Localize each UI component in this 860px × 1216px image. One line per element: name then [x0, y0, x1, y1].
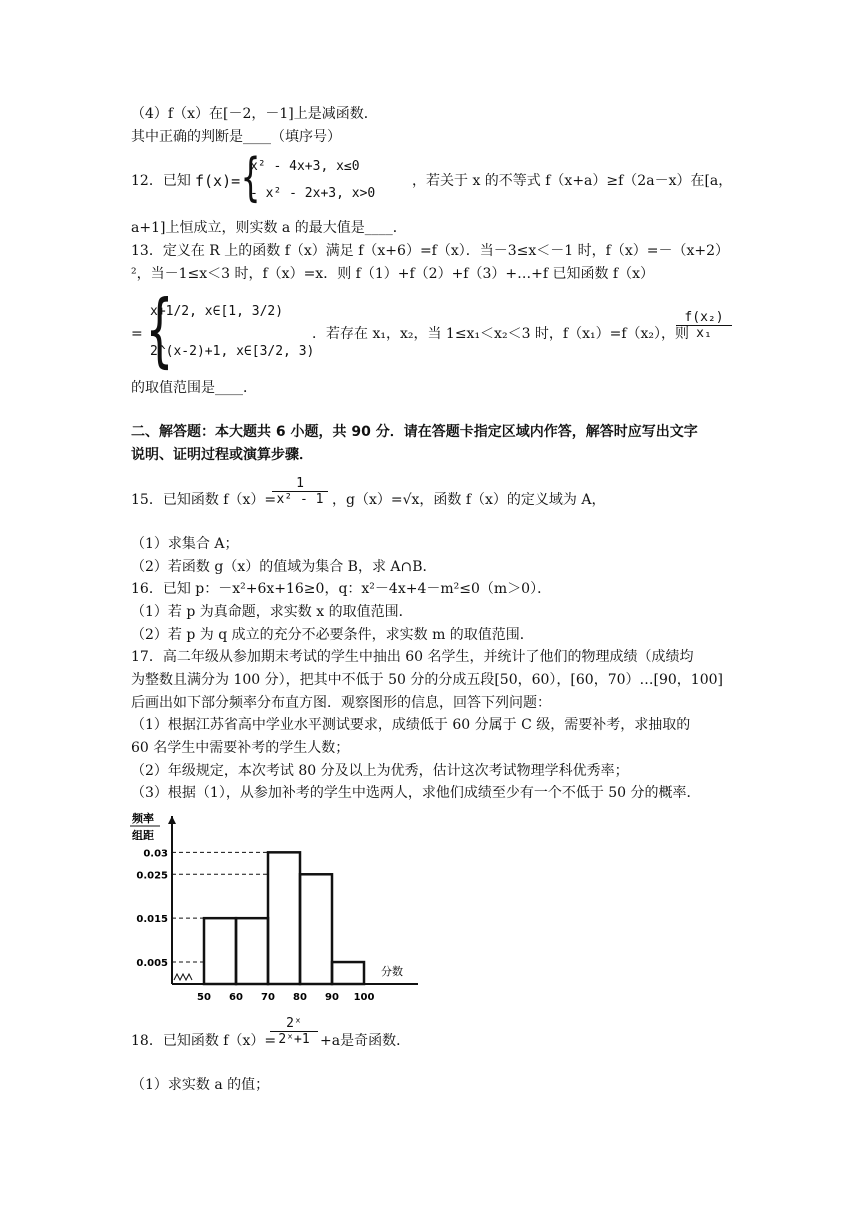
x-tick-label: 70 — [261, 992, 275, 1003]
q12-prefix: 12．已知 — [131, 173, 191, 189]
q17-part1a: （1）根据江苏省高中学业水平测试要求，成绩低于 60 分属于 C 级，需要补考，求抽取的 — [131, 717, 691, 733]
q17-line1: 17．高二年级从参加期末考试的学生中抽出 60 名学生，并统计了他们的物理成绩（成绩均 — [131, 649, 694, 665]
q14-rest: ．若存在 x₁，x₂，当 1≤x₁＜x₂＜3 时，f（x₁）=f（x₂），则 — [312, 326, 690, 342]
ylabel-top: 频率 — [132, 812, 154, 825]
q15-prefix: 15．已知函数 f（x）= — [131, 492, 277, 508]
axis-break — [174, 974, 192, 980]
frequency-histogram — [126, 808, 426, 1010]
y-tick-label: 0.015 — [136, 914, 168, 926]
q18-frac-num: 2ˣ — [270, 1016, 318, 1032]
q18-rest: +a是奇函数． — [320, 1033, 411, 1049]
q15-frac-den: x² - 1 — [276, 492, 324, 507]
q14-case1: x+1/2, x∈[1, 3/2) — [150, 304, 284, 319]
x-tick-label: 50 — [197, 992, 211, 1003]
y-axis-arrow — [168, 816, 176, 824]
q14-line3: 的取值范围是____． — [131, 380, 257, 396]
ylabel-bottom: 组距 — [132, 829, 154, 842]
q12-case1: x² - 4x+3, x≤0 — [250, 159, 360, 174]
q17-line2: 为整数且满分为 100 分），把其中不低于 50 分的分成五段[50，60），[60，70）…[90，100] — [131, 672, 723, 688]
q15-fraction — [272, 476, 328, 507]
q17-line3: 后画出如下部分频率分布直方图．观察图形的信息，回答下列问题： — [131, 695, 551, 711]
q18-fraction — [270, 1016, 318, 1047]
x-tick-label: 90 — [325, 992, 339, 1003]
q16: 16．已知 p：－x²+6x+16≥0，q：x²－4x+4－m²≤0（m＞0）． — [131, 581, 552, 597]
histogram-bar — [204, 918, 236, 984]
histogram-bar — [332, 962, 364, 984]
q18-part1: （1）求实数 a 的值； — [131, 1077, 270, 1093]
item-4-line: （4）f（x）在[－2，－1]上是减函数． — [131, 106, 378, 122]
section-2-heading: 二、解答题：本大题共 6 小题，共 90 分．请在答题卡指定区域内作答，解答时应写出文字 — [131, 424, 698, 440]
q13-line1: 13．定义在 R 上的函数 f（x）满足 f（x+6）=f（x）．当－3≤x＜－1 时，f（x）=－（x+2） — [131, 243, 729, 259]
section-2-heading-cont: 说明、证明过程或演算步骤． — [131, 447, 313, 463]
q15-part2: （2）若函数 g（x）的值域为集合 B，求 A∩B． — [131, 559, 437, 575]
histogram-bar — [300, 874, 332, 984]
y-tick-label: 0.03 — [143, 848, 168, 860]
q18-frac-den: 2ˣ+1 — [278, 1032, 310, 1047]
q14-frac-num: f(x₂) — [676, 310, 732, 326]
y-tick-label: 0.005 — [136, 958, 168, 970]
q16-part1: （1）若 p 为真命题，求实数 x 的取值范围． — [131, 604, 413, 620]
q14-case2: 2^(x-2)+1, x∈[3/2, 3) — [150, 344, 315, 359]
fill-blank-line: 其中正确的判断是____（填序号） — [131, 129, 341, 145]
q12-line2: a+1]上恒成立，则实数 a 的最大值是____． — [131, 220, 407, 236]
q14-frac-den: x₁ — [696, 326, 712, 341]
x-tick-label: 60 — [229, 992, 243, 1003]
q15-frac-num: 1 — [272, 476, 328, 492]
x-tick-label: 80 — [293, 992, 307, 1003]
y-tick-label: 0.025 — [136, 870, 168, 882]
q13-line2: ²，当－1≤x＜3 时，f（x）=x．则 f（1）+f（2）+f（3）+…+f 已知函数 f（x） — [131, 266, 655, 282]
q15-mid: ，g（x）=√x，函数 f（x）的定义域为 A， — [332, 492, 606, 508]
q12-rest: ，若关于 x 的不等式 f（x+a）≥f（2a－x）在[a， — [412, 173, 733, 189]
xlabel: 分数 — [381, 965, 403, 978]
q14-brace: { — [145, 283, 174, 376]
q12-brace: { — [240, 148, 261, 208]
q18-prefix: 18．已知函数 f（x）= — [131, 1033, 277, 1049]
q16-part2: （2）若 p 为 q 成立的充分不必要条件，求实数 m 的取值范围． — [131, 627, 534, 643]
q14-eq: = — [131, 326, 143, 342]
histogram-bar — [268, 852, 300, 984]
q17-part3: （3）根据（1），从参加补考的学生中选两人，求他们成绩至少有一个不低于 50 分的概率． — [131, 785, 701, 801]
histogram-bar — [236, 918, 268, 984]
q17-part2: （2）年级规定，本次考试 80 分及以上为优秀，估计这次考试物理学科优秀率； — [131, 763, 629, 779]
q15-part1: （1）求集合 A； — [131, 536, 239, 552]
q12-case2: - x² - 2x+3, x>0 — [250, 186, 376, 201]
q12-fx: f(x)= — [195, 172, 241, 190]
x-tick-label: 100 — [353, 992, 375, 1003]
q17-part1b: 60 名学生中需要补考的学生人数； — [131, 740, 350, 756]
q14-fraction — [676, 310, 732, 341]
